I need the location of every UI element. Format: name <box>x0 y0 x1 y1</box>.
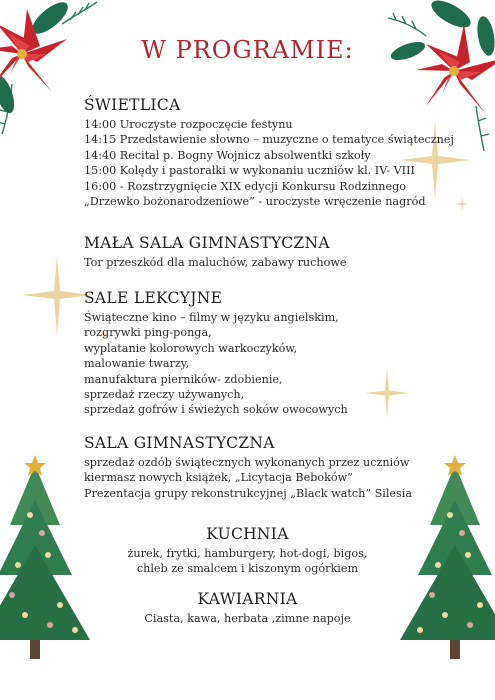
section-sale-lekcyjne <box>84 289 455 418</box>
program-line: wyplatanie kolorowych warkoczyków, <box>84 341 298 355</box>
program-line: manufaktura pierników- zdobienie, <box>84 372 283 386</box>
sparkle-icon <box>455 196 469 212</box>
section-heading: SALE LEKCYJNE <box>84 289 223 307</box>
section-heading: ŚWIETLICA <box>84 96 181 114</box>
section-heading: KUCHNIA <box>206 525 289 543</box>
section-mala-sala <box>84 234 455 270</box>
program-line: 16:00 - Rozstrzygnięcie XIX edycji Konkursu Rodzinnego <box>84 179 407 193</box>
section-heading: KAWIARNIA <box>197 590 298 608</box>
program-line: 14:40 Recital p. Bogny Wojnicz absolwentki szkoły <box>84 148 371 162</box>
section-heading: MAŁA SALA GIMNASTYCZNA <box>84 234 330 252</box>
program-line: 15:00 Kolędy i pastorałki w wykonaniu uczniów kl. IV- VIII <box>84 164 415 178</box>
program-line: kiermasz nowych książek, „Licytacja Beboków” <box>84 471 353 485</box>
sparkle-icon <box>22 255 92 335</box>
program-line: Tor przeszkód dla maluchów, zabawy ruchowe <box>84 256 347 269</box>
section-heading: SALA GIMNASTYCZNA <box>84 434 275 452</box>
program-line: Ciasta, kawa, herbata ,zimne napoje <box>144 612 351 625</box>
program-line: Prezentacja grupy rekonstrukcyjnej „Black watch” Silesia <box>84 486 413 500</box>
section-sala-gimnastyczna <box>84 434 455 501</box>
section-kawiarnia <box>0 590 495 626</box>
program-line: rozgrywki ping-ponga, <box>84 326 212 340</box>
program-line: chleb ze smalcem i kiszonym ogórkiem <box>136 562 359 576</box>
program-line: sprzedaż gofrów i świeżych soków owocowych <box>84 403 348 417</box>
program-line: Świąteczne kino – filmy w języku angielskim, <box>84 311 339 324</box>
section-swietlica <box>84 96 455 209</box>
program-line: żurek, frytki, hamburgery, hot-dogi, bigos, <box>127 547 368 560</box>
program-line: sprzedaż rzeczy używanych, <box>84 388 245 402</box>
program-line: 14:15 Przedstawienie słowno – muzyczne o tematyce świątecznej <box>84 133 454 147</box>
program-line: 14:00 Uroczyste rozpoczęcie festynu <box>84 118 293 131</box>
program-line: malowanie twarzy, <box>84 357 190 371</box>
page-title: W PROGRAMIE: <box>141 36 354 64</box>
section-kuchnia <box>0 525 495 577</box>
program-line: „Drzewko bożonarodzeniowe” - uroczyste wręczenie nagród <box>84 195 426 209</box>
program-line: sprzedaż ozdób świątecznych wykonanych przez uczniów <box>84 456 410 469</box>
